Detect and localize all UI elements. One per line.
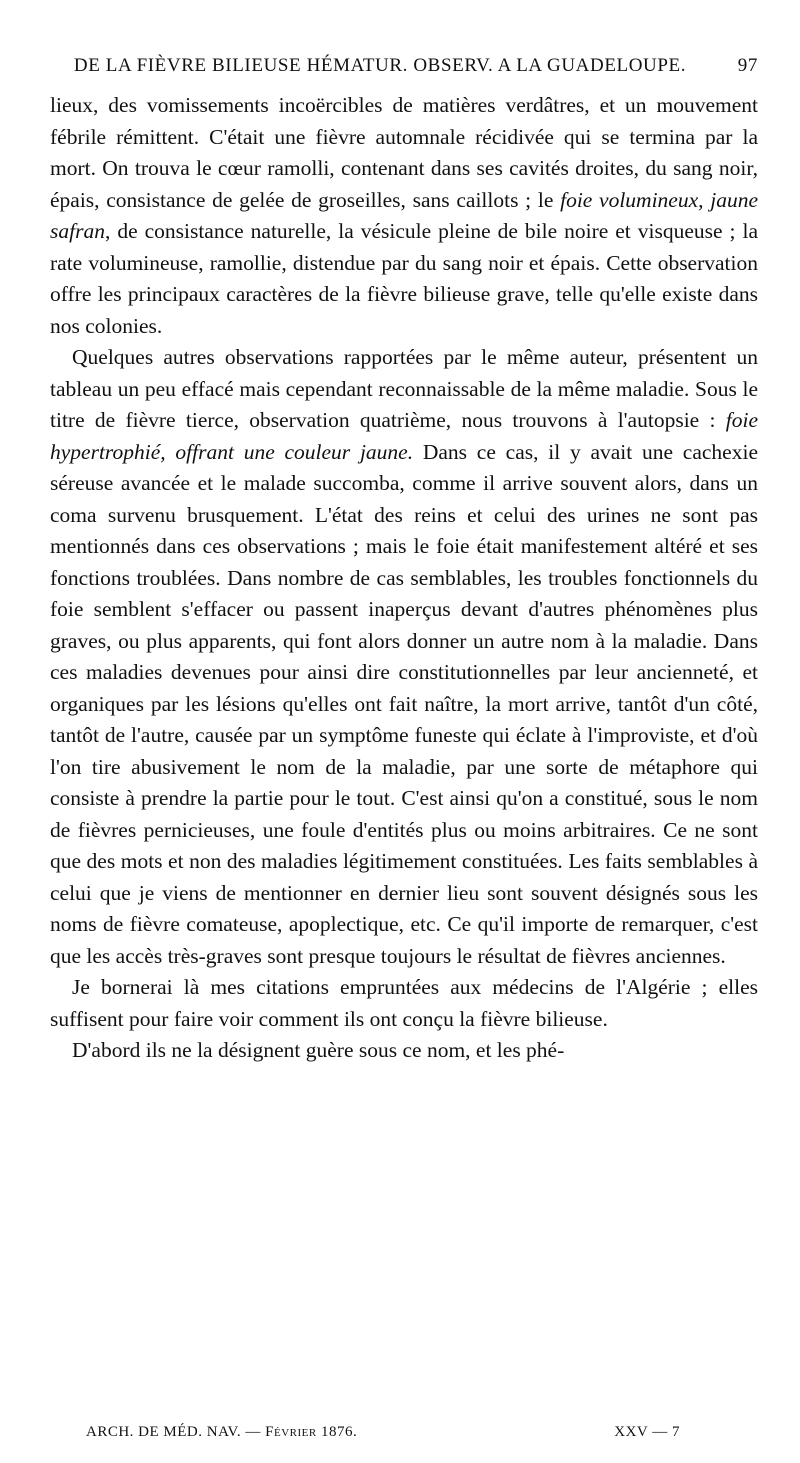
paragraph-2-text-b: Dans ce cas, il y avait une cachexie séreuse avancée et le malade succomba, comme il arrive souvent alors, dans un coma survenu brusquement. L'état des reins et celui des urines ne sont pas mentionnés dans ces observations ; mais le foie était manifestement altéré et ses fonctions troublées. Dans nombre de cas semblables, les troubles fonctionnels du foie semblent s'effacer ou passent inaperçus devant d'autres phénomènes plus graves, ou plus apparents, qui font alors donner un autre nom à la maladie. Dans ces maladies devenues pour ainsi dire constitutionnelles par leur ancienneté, et organiques par les lésions qu'elles ont fait naître, la mort arrive, tantôt d'un côté, tantôt de l'autre, causée par un symptôme funeste qui éclate à l'improviste, et d'où l'on tire abusivement le nom de la maladie, par une sorte de métaphore qui consiste à prendre la partie pour le tout. C'est ainsi qu'on a constitué, sous le nom de fièvres pernicieuses, une foule d'entités plus ou moins arbitraires. Ce ne sont que des mots et non des maladies légitimement constituées. Les faits semblables à celui que je viens de mentionner en dernier lieu sont souvent désignés sous les noms de fièvre comateuse, apoplectique, etc. Ce qu'il importe de remarquer, c'est que les accès très-graves sont presque toujours le résultat de fièvres anciennes. (50, 439, 758, 968)
footer-journal: ARCH. DE MÉD. NAV. — Février 1876. (86, 1424, 358, 1440)
paragraph-1-text-a: lieux, des vomissements incoërcibles de matières verdâtres, et un mouvement fébrile rémittent. C'était une fièvre automnale récidivée qui se termina par la mort. On trouva le cœur ramolli, contenant dans ses cavités droites, du sang noir, épais, consistance de gelée de groseilles, sans caillots ; le (50, 93, 758, 212)
page-footer (86, 1424, 680, 1441)
page-number: 97 (737, 55, 758, 76)
paragraph-2-italic: foie hypertrophié, offrant une couleur jaune. (50, 408, 758, 464)
paragraph-4-text: D'abord ils ne la désignent guère sous ce nom, et les phé- (72, 1038, 565, 1062)
paragraph-2 (50, 342, 758, 972)
page (50, 52, 758, 1067)
running-title: DE LA FIÈVRE BILIEUSE HÉMATUR. OBSERV. A LA GUADELOUPE. (73, 55, 687, 76)
paragraph-1-text-b: , de consistance naturelle, la vésicule pleine de bile noire et visqueuse ; la rate volumineuse, ramollie, distendue par du sang noir et épais. Cette observation offre les principaux caractères de la fièvre bilieuse grave, telle qu'elle existe dans nos colonies. (50, 219, 758, 338)
paragraph-4 (50, 1035, 758, 1067)
paragraph-1-italic: foie volumineux, jaune safran (50, 187, 758, 243)
paragraph-1 (50, 90, 758, 342)
paragraph-2-text-a: Quelques autres observations rapportées par le même auteur, présentent un tableau un peu effacé mais cependant reconnaissable de la même maladie. Sous le titre de fièvre tierce, observation quatrième, nous trouvons à l'autopsie : (50, 345, 758, 432)
paragraph-3-text: Je bornerai là mes citations empruntées aux médecins de l'Algérie ; elles suffisent pour faire voir comment ils ont conçu la fièvre bilieuse. (50, 975, 758, 1031)
paragraph-3 (50, 972, 758, 1035)
running-head (50, 52, 758, 80)
body-text (50, 90, 758, 1067)
footer-signature: XXV — 7 (614, 1424, 680, 1440)
